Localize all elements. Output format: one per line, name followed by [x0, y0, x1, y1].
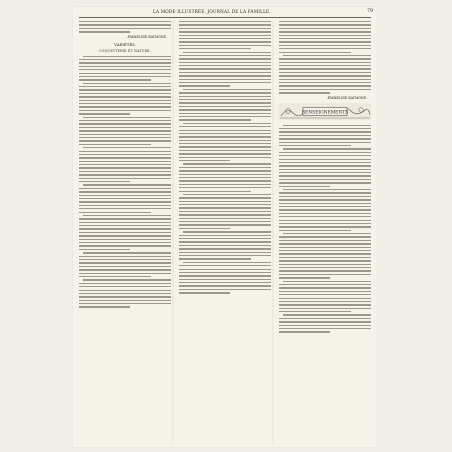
- article-text: [279, 21, 371, 94]
- column-3-signature: EMMELINE RAYMOND.: [327, 95, 367, 100]
- renseignements-banner: [279, 103, 371, 122]
- section-subtitle: COQUETTERIE ET NATURE.: [99, 48, 151, 53]
- article-text: [279, 125, 371, 333]
- column-1-signature: EMMELINE RAYMOND.: [127, 34, 167, 39]
- section-title: VARIÉTÉS.: [114, 41, 136, 47]
- text-block: [79, 21, 171, 33]
- article-text: [179, 21, 271, 294]
- article-text: [79, 56, 171, 308]
- page-number: 79: [367, 9, 373, 14]
- newspaper-page: [73, 7, 377, 447]
- column-1: [79, 21, 171, 310]
- decorative-banner-illustration: [279, 103, 371, 120]
- header-rule: [79, 17, 371, 18]
- column-2: [179, 21, 271, 296]
- journal-title: LA MODE ILLUSTRÉE, JOURNAL DE LA FAMILLE.: [153, 9, 271, 14]
- banner-title: RENSEIGNEMENTS: [301, 109, 349, 115]
- column-3: [279, 21, 371, 335]
